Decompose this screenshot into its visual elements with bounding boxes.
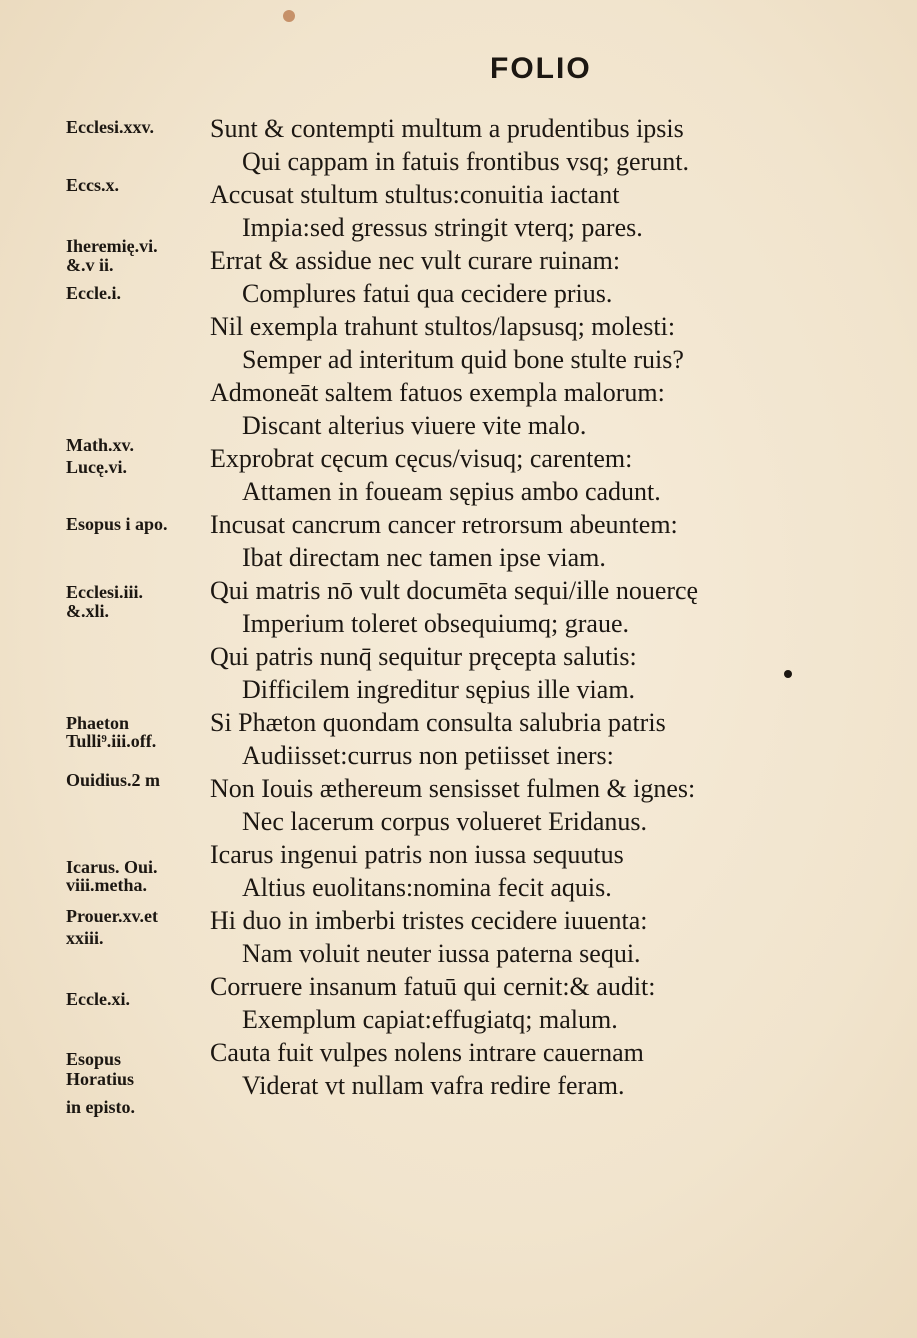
verse-line: Viderat vt nullam vafra redire feram. xyxy=(242,1071,625,1100)
verse-line: Non Iouis æthereum sensisset fulmen & ignes: xyxy=(210,774,696,803)
margin-note: in episto. xyxy=(66,1097,136,1117)
verse-line: Qui cappam in fatuis frontibus vsq; gerunt. xyxy=(242,147,689,176)
verse-line: Incusat cancrum cancer retrorsum abeuntem: xyxy=(210,510,678,539)
margin-note: Horatius xyxy=(66,1069,135,1089)
verse-line: Nil exempla trahunt stultos/lapsusq; molesti: xyxy=(210,312,676,341)
verse-line: Corruere insanum fatuū qui cernit:& audit: xyxy=(210,972,656,1001)
margin-note: Ouidius.2 m xyxy=(66,770,161,790)
verse-line: Ibat directam nec tamen ipse viam. xyxy=(242,543,606,572)
verse-line: Semper ad interitum quid bone stulte ruis? xyxy=(242,345,684,374)
margin-note: viii.metha. xyxy=(66,875,147,895)
margin-note: Prouer.xv.et xyxy=(66,906,158,926)
margin-note: Ecclesi.iii. xyxy=(66,582,143,602)
verse-line: Audiisset:currus non petiisset iners: xyxy=(242,741,614,770)
margin-note: Math.xv. xyxy=(66,435,135,455)
verse-line: Accusat stultum stultus:conuitia iactant xyxy=(210,180,620,209)
margin-note: Eccle.i. xyxy=(66,283,121,303)
verse-line: Si Phæton quondam consulta salubria patris xyxy=(210,708,666,737)
margin-note: Icarus. Oui. xyxy=(66,857,158,877)
margin-note: &.v ii. xyxy=(66,255,114,275)
verse-line: Qui matris nō vult documēta sequi/ille nouercę xyxy=(210,576,699,605)
margin-note: &.xli. xyxy=(66,601,109,621)
verse-line: Complures fatui qua cecidere prius. xyxy=(242,279,613,308)
margin-note: Lucę.vi. xyxy=(66,457,127,477)
verse-line: Sunt & contempti multum a prudentibus ipsis xyxy=(210,114,684,143)
verse-line: Nam voluit neuter iussa paterna sequi. xyxy=(242,939,641,968)
margin-note: xxiii. xyxy=(66,928,104,948)
margin-note: Eccs.x. xyxy=(66,175,119,195)
margin-note: Ecclesi.xxv. xyxy=(66,117,154,137)
margin-note: Esopus xyxy=(66,1049,122,1069)
margin-note: Iheremię.vi. xyxy=(66,236,158,256)
folio-heading: FOLIO xyxy=(490,52,592,85)
verse-line: Admoneāt saltem fatuos exempla malorum: xyxy=(210,378,665,407)
verse-line: Icarus ingenui patris non iussa sequutus xyxy=(210,840,624,869)
verse-line: Exprobrat cęcum cęcus/visuq; carentem: xyxy=(210,444,633,473)
verse-line: Cauta fuit vulpes nolens intrare cauernam xyxy=(210,1038,644,1067)
margin-note: Phaeton xyxy=(66,713,129,733)
margin-note: Eccle.xi. xyxy=(66,989,130,1009)
verse-line: Attamen in foueam sępius ambo cadunt. xyxy=(242,477,661,506)
verse-line: Altius euolitans:nomina fecit aquis. xyxy=(242,873,612,902)
verse-line: Difficilem ingreditur sępius ille viam. xyxy=(242,675,636,704)
verse-line: Exemplum capiat:effugiatq; malum. xyxy=(242,1005,618,1034)
verse-line: Nec lacerum corpus volueret Eridanus. xyxy=(242,807,648,836)
verse-line: Imperium toleret obsequiumq; graue. xyxy=(242,609,630,638)
verse-line: Errat & assidue nec vult curare ruinam: xyxy=(210,246,621,275)
verse-line: Discant alterius viuere vite malo. xyxy=(242,411,587,440)
ink-dot xyxy=(784,670,792,678)
margin-note: Esopus i apo. xyxy=(66,514,168,534)
margin-note: Tulli⁹.iii.off. xyxy=(66,731,157,751)
verse-line: Qui patris nunq̄ sequitur pręcepta salutis: xyxy=(210,642,637,671)
verse-line: Hi duo in imberbi tristes cecidere iuuenta: xyxy=(210,906,648,935)
verse-line: Impia:sed gressus stringit vterq; pares. xyxy=(242,213,643,242)
ink-blot xyxy=(283,10,295,22)
